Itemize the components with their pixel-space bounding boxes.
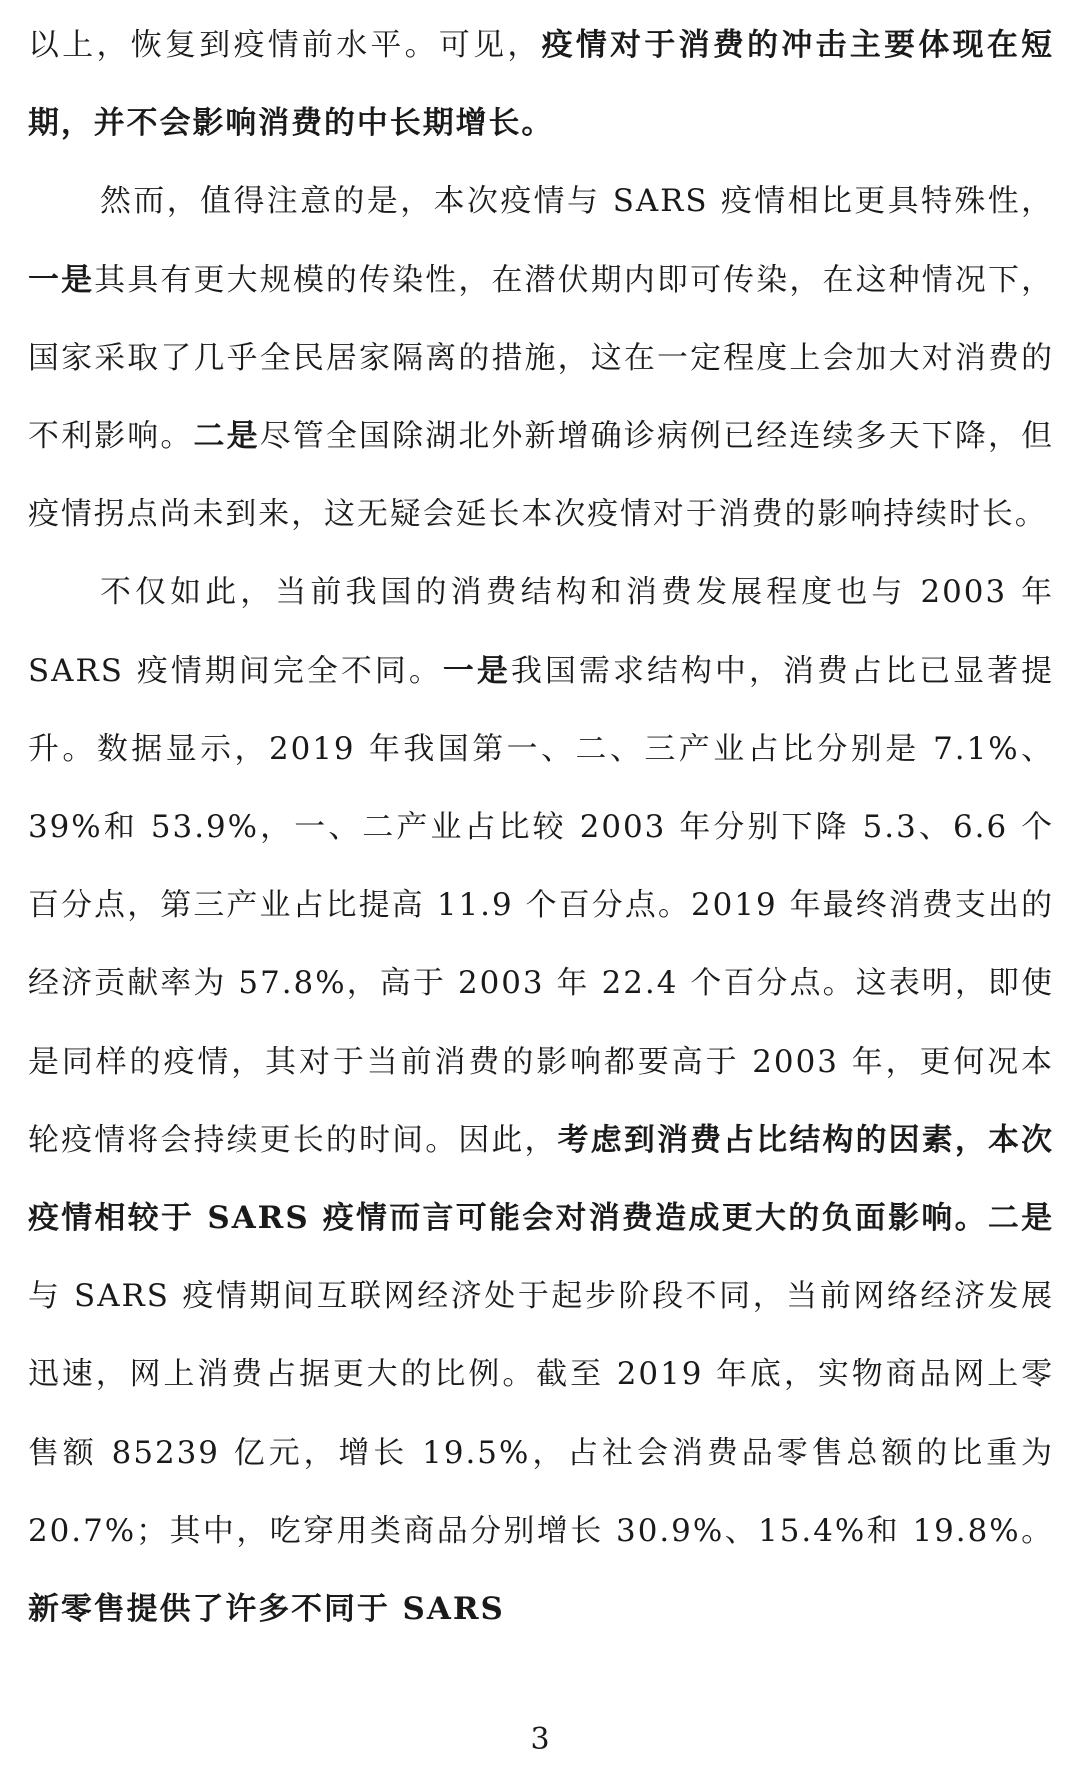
body-text [28,0,1054,1648]
text-run: 然而，值得注意的是，本次疫情与 SARS 疫情相比更具特殊性， [100,183,1054,220]
bold-text-run: 一是 [28,261,95,298]
paragraph-2 [28,162,1054,553]
bold-text-run: 二是 [193,418,260,455]
bold-text-run: 新零售提供了许多不同于 SARS [28,1591,505,1628]
bold-text-run: 一是 [442,652,511,689]
paragraph-3 [28,553,1054,1648]
text-run: 我国需求结构中，消费占比已显著提升。数据显示，2019 年我国第一、二、三产业占比分别是 7.1%、39%和 53.9%，一、二产业占比较 2003 年分别下降 5.3、6.6 个百分点，第三产业占比提高 11.9 个百分点。2019 年最终消费支出的经济贡献率为 57.8%，高于 2003 年 22.4 个百分点。这表明，即使是同样的疫情，其对于当前消费的影响都要高于 2003 年，更何况本轮疫情将会持续更长的时间。因此， [28,652,1054,1158]
paragraph-1 [28,6,1054,162]
text-run: 与 SARS 疫情期间互联网经济处于起步阶段不同，当前网络经济发展迅速，网上消费占据更大的比例。截至 2019 年底，实物商品网上零售额 85239 亿元，增长 19.5%，占社会消费品零售总额的比重为 20.7%；其中，吃穿用类商品分别增长 30.9%、15.4%和 19.8%。 [28,1278,1054,1549]
text-run: 其具有更大规模的传染性，在潜伏期内即可传染，在这种情况下，国家采取了几乎全民居家隔离的措施，这在一定程度上会加大对消费的不利影响。 [28,261,1054,455]
bold-text-run: 二是 [987,1200,1054,1237]
bold-text-run: 考虑到消费占比结构的因素，本次疫情相较于 SARS 疫情而言可能会对消费造成更大的负面影响。 [28,1121,1054,1237]
text-run: 不仅如此，当前我国的消费结构和消费发展程度也与 2003 年 SARS 疫情期间完全不同。 [28,574,1054,689]
text-run: 以上，恢复到疫情前水平。可见， [28,27,542,63]
bold-text-run: 疫情对于消费的冲击主要体现在短期，并不会影响消费的中长期增长。 [28,27,1054,142]
text-run: 尽管全国除湖北外新增确诊病例已经连续多天下降，但疫情拐点尚未到来，这无疑会延长本次疫情对于消费的影响持续时长。 [28,418,1054,533]
page-number: 3 [530,1722,550,1757]
